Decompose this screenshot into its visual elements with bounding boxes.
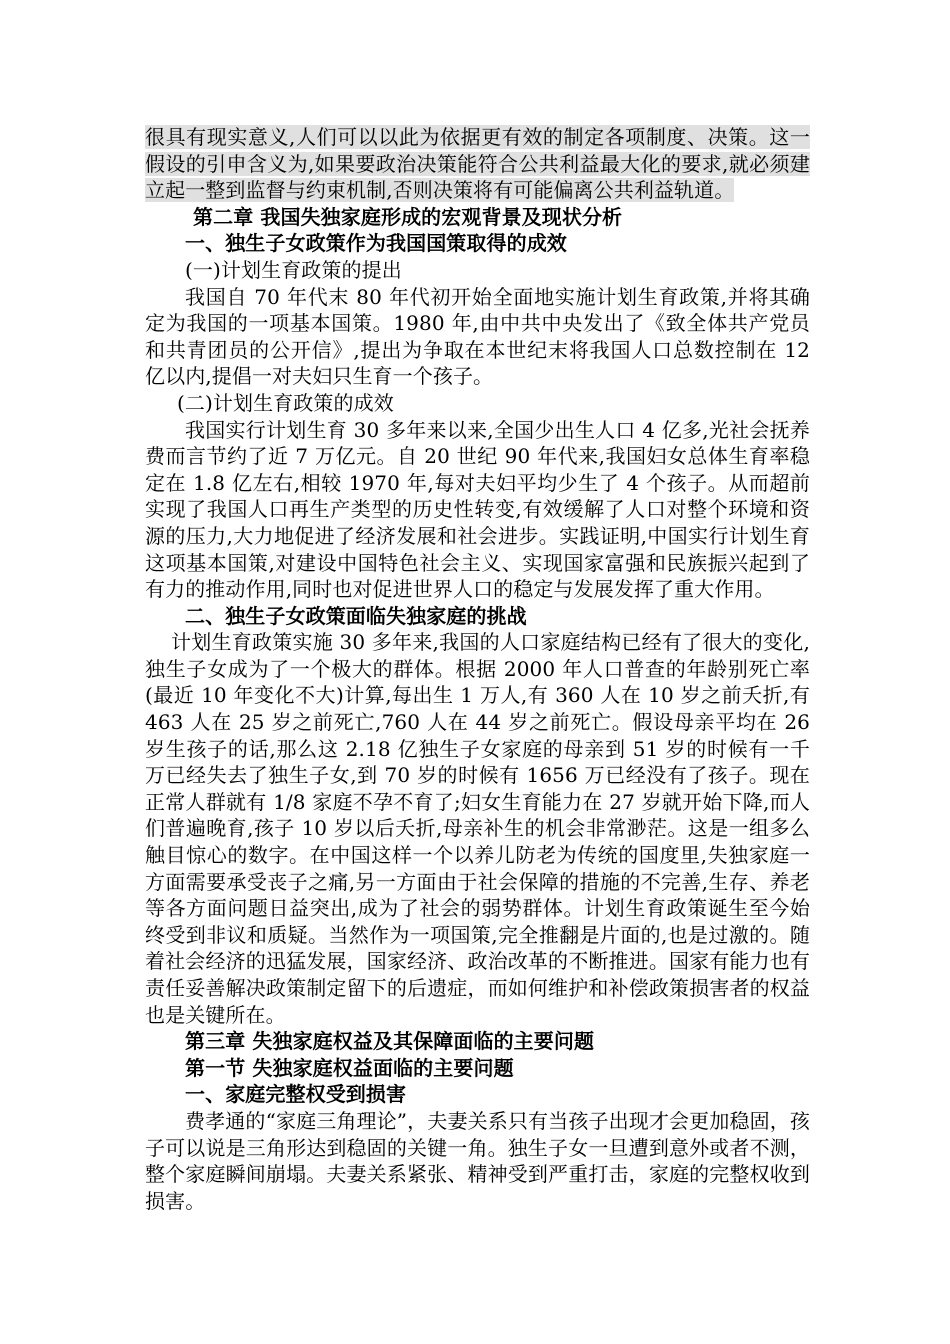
subsection-1-paragraph: 我国自 70 年代末 80 年代初开始全面地实施计划生育政策,并将其确定为我国的一项基本国策。1980 年,由中共中央发出了《致全体共产党员和共青团员的公开信》,提出为争取在本世纪末将我国人口总数控制在 12 亿以内,提倡一对夫妇只生育一个孩子。 — [145, 284, 810, 389]
document-page — [145, 124, 810, 1214]
section-2-paragraph: 计划生育政策实施 30 多年来,我国的人口家庭结构已经有了很大的变化,独生子女成为了一个极大的群体。根据 2000 年人口普查的年龄别死亡率(最近 10 年变化不大)计算,每出生 1 万人,有 360 人在 10 岁之前夭折,有 463 人在 25 岁之前死亡,760 人在 44 岁之前死亡。假设母亲平均在 26 岁生孩子的话,那么这 2.18 亿独生子女家庭的母亲到 51 岁的时候有一千万已经失去了独生子女,到 70 岁的时候有 1656 万已经没有了孩子。现在正常人群就有 1/8 家庭不孕不育了;妇女生育能力在 27 岁就开始下降,而人们普遍晚育,孩子 10 岁以后夭折,母亲补生的机会非常渺茫。这是一组多么触目惊心的数字。在中国这样一个以养儿防老为传统的国度里,失独家庭一方面需要承受丧子之痛,另一方面由于社会保障的措施的不完善,生存、养老等各方面问题日益突出,成为了社会的弱势群体。计划生育政策诞生至今始终受到非议和质疑。当然作为一项国策,完全推翻是片面的,也是过激的。随着社会经济的迅猛发展，国家经济、政治改革的不断推进。国家有能力也有责任妥善解决政策制定留下的后遗症，而如何维护和补偿政策损害者的权益也是关键所在。 — [145, 630, 810, 1027]
intro-paragraph — [145, 124, 810, 204]
section-2-title: 二、独生子女政策面临失独家庭的挑战 — [185, 603, 527, 628]
section-1-title: 一、独生子女政策作为我国国策取得的成效 — [185, 231, 567, 256]
highlighted-text: 很具有现实意义,人们可以以此为依据更有效的制定各项制度、决策。这一假设的引申含义为,如果要政治决策能符合公共利益最大化的要求,就必须建立起一整到监督与约束机制,否则决策将有可能偏离公共利益轨道。 — [145, 125, 810, 203]
chapter-3-title: 第三章 失独家庭权益及其保障面临的主要问题 — [185, 1029, 595, 1054]
subsection-2-title: (二)计划生育政策的成效 — [177, 390, 394, 415]
chapter-3-subsection-1-paragraph: 费孝通的“家庭三角理论”，夫妻关系只有当孩子出现才会更加稳固，孩子可以说是三角形达到稳固的关键一角。独生子女一旦遭到意外或者不测，整个家庭瞬间崩塌。夫妻关系紧张、精神受到严重打击，家庭的完整权收到损害。 — [145, 1108, 810, 1213]
subsection-1-title: (一)计划生育政策的提出 — [185, 257, 402, 282]
subsection-2-paragraph: 我国实行计划生育 30 多年来以来,全国少出生人口 4 亿多,光社会抚养费而言节约了近 7 万亿元。自 20 世纪 90 年代来,我国妇女总体生育率稳定在 1.8 亿左右,相较 1970 年,每对夫妇平均少生了 4 个孩子。从而超前实现了我国人口再生产类型的历史性转变,有效缓解了人口对整个环境和资源的压力,大力地促进了经济发展和社会进步。实践证明,中国实行计划生育这项基本国策,对建设中国特色社会主义、实现国家富强和民族振兴起到了有力的推动作用,同时也对促进世界人口的稳定与发展发挥了重大作用。 — [145, 417, 810, 602]
chapter-3-subsection-1-title: 一、家庭完整权受到损害 — [185, 1082, 407, 1107]
chapter-2-title: 第二章 我国失独家庭形成的宏观背景及现状分析 — [193, 204, 623, 229]
chapter-3-section-1-title: 第一节 失独家庭权益面临的主要问题 — [185, 1055, 514, 1080]
